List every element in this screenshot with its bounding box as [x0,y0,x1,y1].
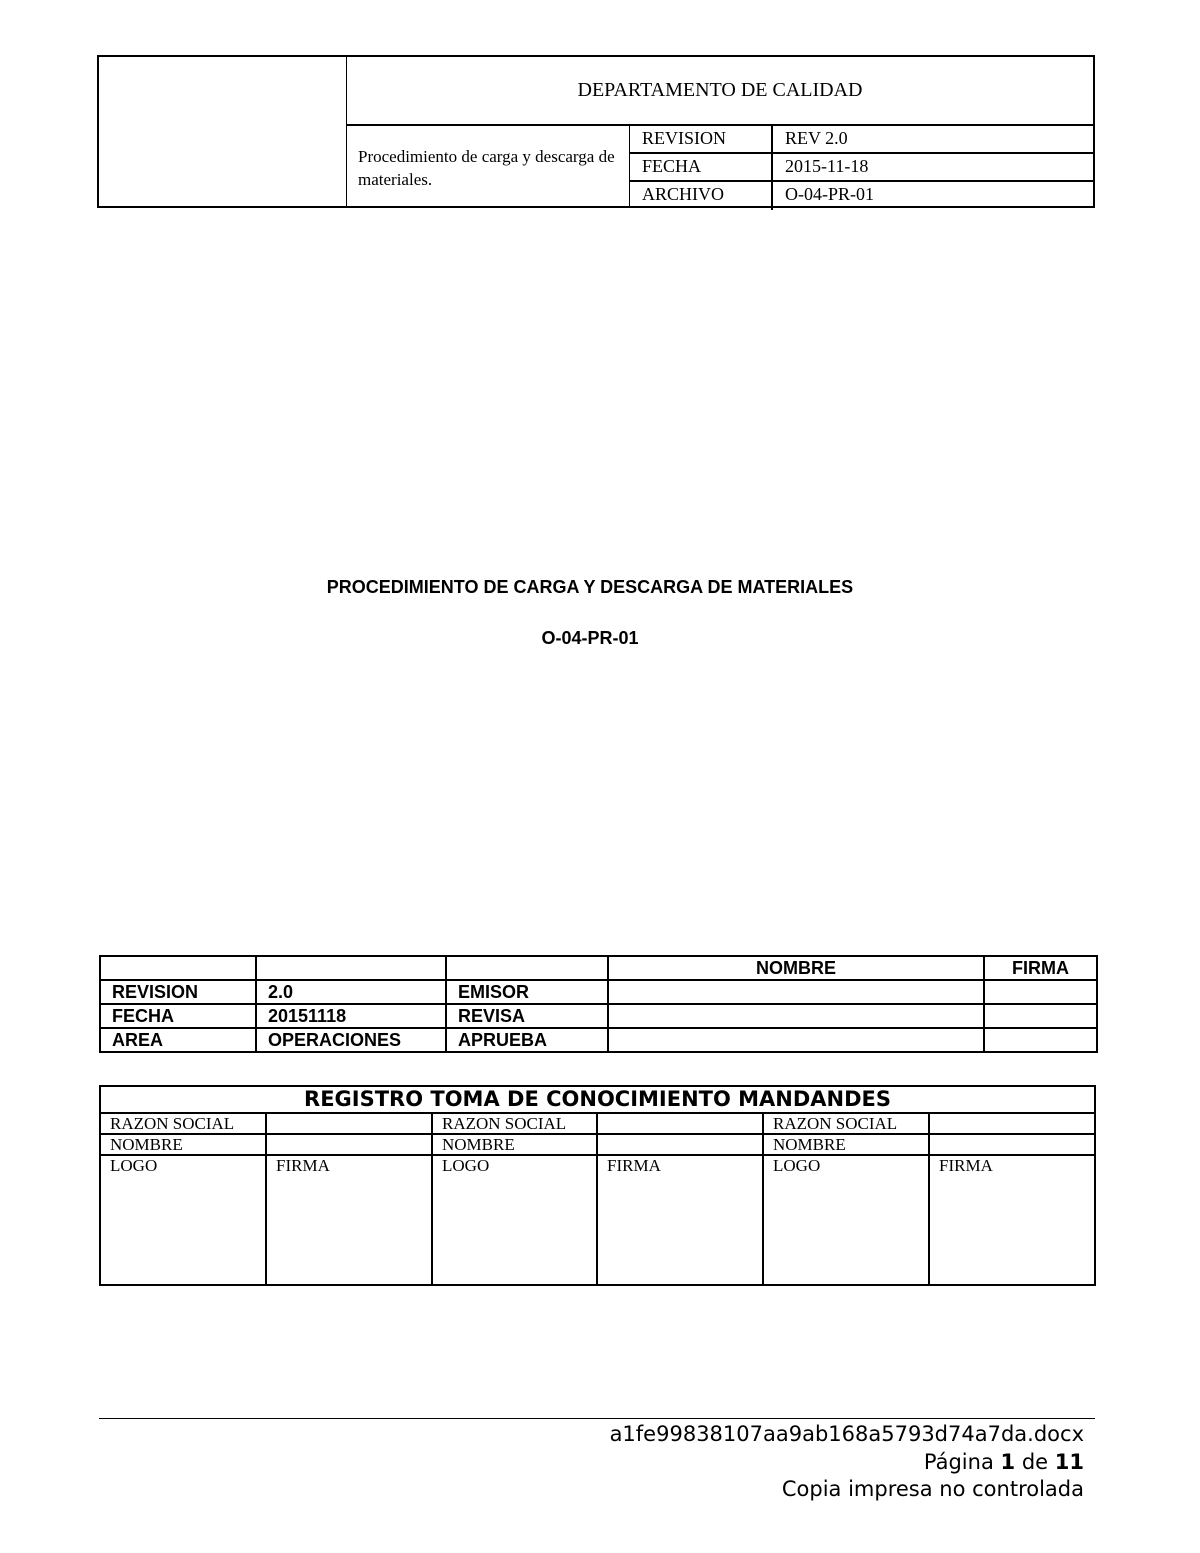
header-logo-cell [99,57,347,206]
nombre-cell [608,980,984,1004]
firma-cell [984,1004,1097,1028]
razon-social-value [597,1113,763,1134]
document-title: PROCEDIMIENTO DE CARGA Y DESCARGA DE MATERIALES [326,577,854,597]
revision-table [99,955,1098,1053]
row-role: EMISOR [446,980,608,1004]
procedure-name: Procedimiento de carga y descarga de materiales. [358,147,615,189]
logo-cell: LOGO [432,1155,597,1285]
footer-divider [99,1418,1095,1419]
header-meta [629,126,1093,206]
firma-header: FIRMA [984,956,1097,980]
razon-social-row [100,1113,1095,1134]
firma-cell: FIRMA [929,1155,1095,1285]
nombre-cell [608,1004,984,1028]
row-role: APRUEBA [446,1028,608,1052]
archivo-value: O-04-PR-01 [785,184,874,204]
footer-filename: a1fe99838107aa9ab168a5793d74a7da.docx [609,1422,1084,1446]
table-row [100,1004,1097,1028]
nombre-label: NOMBRE [432,1134,597,1155]
nombre-cell [608,1028,984,1052]
registro-title-row [100,1086,1095,1113]
meta-row-fecha [630,154,1093,182]
row-label: AREA [100,1028,256,1052]
footer-page-number [924,1450,1084,1474]
department-title: DEPARTAMENTO DE CALIDAD [347,57,1093,126]
row-value: OPERACIONES [256,1028,446,1052]
logo-firma-row [100,1155,1095,1285]
page-current: 1 [1000,1450,1016,1474]
logo-cell: LOGO [100,1155,266,1285]
meta-row-revision [630,126,1093,154]
nombre-value [929,1134,1095,1155]
table-row [100,980,1097,1004]
row-value: 20151118 [256,1004,446,1028]
firma-cell: FIRMA [597,1155,763,1285]
revision-table-header [100,956,1097,980]
table-cell [446,956,608,980]
nombre-label: NOMBRE [763,1134,929,1155]
logo-cell: LOGO [763,1155,929,1285]
firma-cell [984,980,1097,1004]
table-row [100,1028,1097,1052]
registro-table [99,1085,1096,1286]
fecha-value: 2015-11-18 [785,156,869,176]
razon-social-label: RAZON SOCIAL [100,1113,266,1134]
fecha-label: FECHA [630,154,773,180]
firma-cell [984,1028,1097,1052]
nombre-row [100,1134,1095,1155]
archivo-label: ARCHIVO [630,182,773,210]
document-code: O-04-PR-01 [541,628,639,648]
razon-social-label: RAZON SOCIAL [763,1113,929,1134]
meta-row-archivo [630,182,1093,210]
revision-value: REV 2.0 [785,128,848,148]
nombre-value [266,1134,432,1155]
page-word: Página [923,1450,994,1474]
revision-label: REVISION [630,126,773,152]
row-label: REVISION [100,980,256,1004]
nombre-label: NOMBRE [100,1134,266,1155]
row-value: 2.0 [256,980,446,1004]
footer-notice: Copia impresa no controlada [781,1477,1084,1501]
table-cell [256,956,446,980]
page-total: 11 [1054,1450,1084,1474]
razon-social-value [929,1113,1095,1134]
razon-social-label: RAZON SOCIAL [432,1113,597,1134]
table-cell [100,956,256,980]
registro-title: REGISTRO TOMA DE CONOCIMIENTO MANDANDES [100,1086,1095,1113]
nombre-header: NOMBRE [608,956,984,980]
of-word: de [1021,1450,1049,1474]
nombre-value [597,1134,763,1155]
row-role: REVISA [446,1004,608,1028]
document-header [97,55,1095,208]
firma-cell: FIRMA [266,1155,432,1285]
row-label: FECHA [100,1004,256,1028]
razon-social-value [266,1113,432,1134]
